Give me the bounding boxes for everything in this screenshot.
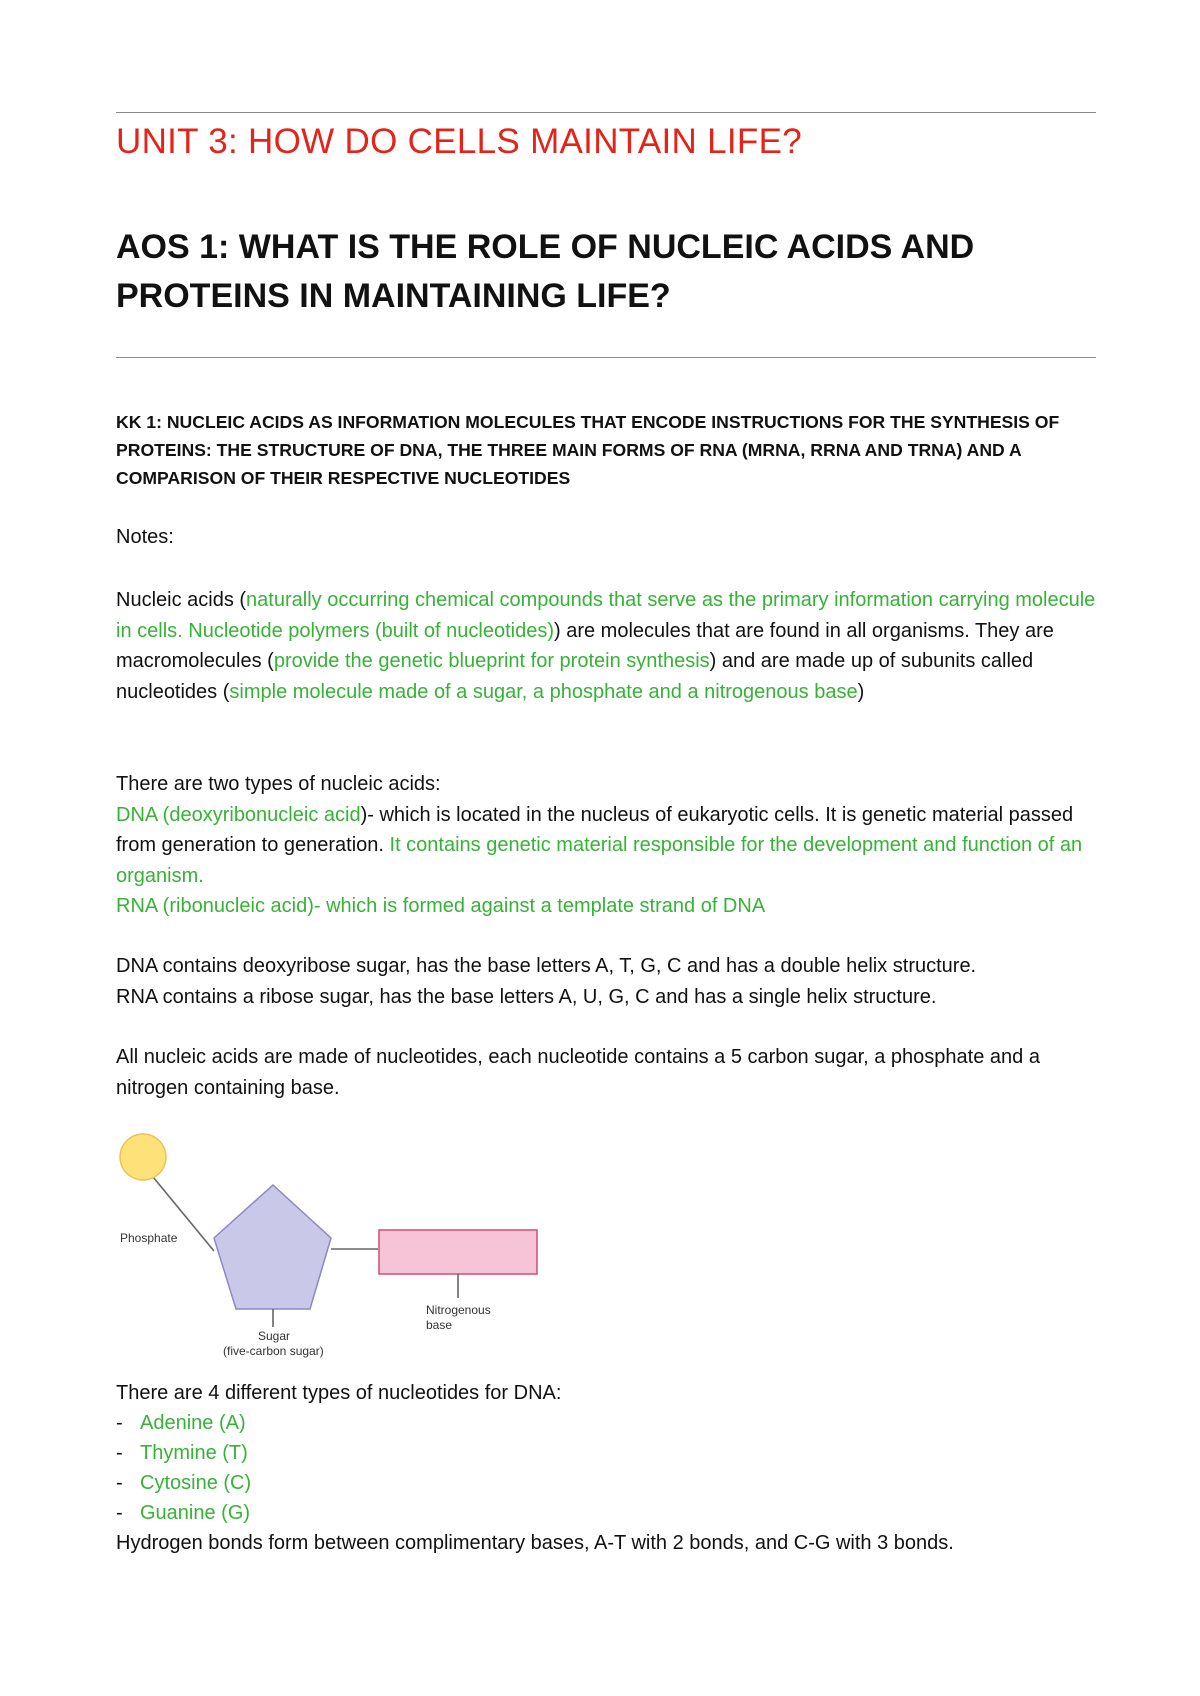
aos-title: AOS 1: WHAT IS THE ROLE OF NUCLEIC ACIDS AND PROTEINS IN MAINTAINING LIFE?: [116, 228, 975, 315]
nucleotide-diagram: [116, 1130, 556, 1360]
kk-heading: KK 1: NUCLEIC ACIDS AS INFORMATION MOLECULES THAT ENCODE INSTRUCTIONS FOR THE SYNTHESIS OF PROTEINS: THE STRUCTURE OF DNA, THE THREE MAIN FORMS OF RNA (MRNA, RRNA AND TRNA) AND A COMPARISON OF THEIR RESPECTIVE NUCLEOTIDES: [116, 412, 1060, 488]
nitrogenous-base-rectangle: [379, 1230, 537, 1274]
base-sublabel: base: [426, 1318, 453, 1332]
list-item: - Adenine (A): [116, 1412, 246, 1434]
nucleotide-list-section: [116, 1378, 1096, 1558]
list-item: - Cytosine (C): [116, 1472, 252, 1494]
sugar-label: Sugar: [258, 1329, 291, 1343]
nucleotide-components-paragraph: All nucleic acids are made of nucleotides, each nucleotide contains a 5 carbon sugar, a phosphate and a nitrogen containing base.: [116, 1046, 1040, 1099]
dna-desc: )- which is located in the nucleus of eukaryotic cells. It is genetic material passed from generation to generation.: [116, 803, 1074, 856]
list-item: - Thymine (T): [116, 1442, 248, 1464]
phosphate-circle: [120, 1134, 166, 1180]
rna-structure-line: RNA contains a ribose sugar, has the base letters A, U, G, C and has a single helix structure.: [116, 985, 937, 1008]
rna-definition: RNA (ribonucleic acid)- which is formed against a template strand of DNA: [116, 895, 766, 917]
sugar-pentagon: [214, 1185, 331, 1309]
nucleic-acids-paragraph: [116, 585, 1116, 707]
phosphate-label: Phosphate: [120, 1231, 178, 1245]
nucleotides-intro: There are 4 different types of nucleotides for DNA:: [116, 1382, 562, 1404]
para1-text-4: ): [857, 680, 865, 703]
dna-note: It contains genetic material responsible for the development and function of an organism.: [116, 834, 1083, 887]
unit-title: UNIT 3: HOW DO CELLS MAINTAIN LIFE?: [116, 122, 802, 161]
dna-definition: [116, 800, 1116, 892]
dna-structure-line: DNA contains deoxyribose sugar, has the base letters A, T, G, C and has a double helix structure.: [116, 955, 977, 977]
types-intro: There are two types of nucleic acids:: [116, 773, 441, 795]
notes-label: Notes:: [116, 526, 174, 548]
dna-term: DNA (deoxyribonucleic acid: [116, 803, 361, 826]
types-paragraph: [116, 769, 1116, 922]
para1-note-2: provide the genetic blueprint for protein synthesis: [273, 650, 710, 672]
base-label: Nitrogenous: [426, 1303, 491, 1317]
top-divider: [116, 112, 1096, 113]
list-item: - Guanine (G): [116, 1502, 251, 1524]
para1-text-3: ) and are made up of subunits called nucleotides (: [116, 650, 1034, 703]
sugar-comparison-paragraph: [116, 951, 1116, 1012]
para1-text-2: ) are molecules that are found in all organisms. They are macromolecules (: [116, 619, 1054, 672]
section-divider: [116, 357, 1096, 358]
para1-note-1: naturally occurring chemical compounds that serve as the primary information carrying molecule in cells. Nucleotide polymers (built of nucleotides): [116, 589, 1096, 642]
hydrogen-bonds-line: Hydrogen bonds form between complimentary bases, A-T with 2 bonds, and C-G with 3 bonds.: [116, 1532, 954, 1554]
para1-text-1: Nucleic acids (: [116, 589, 247, 611]
para1-note-3: simple molecule made of a sugar, a phosphate and a nitrogenous base: [229, 680, 858, 703]
sugar-sublabel: (five-carbon sugar): [223, 1344, 324, 1358]
